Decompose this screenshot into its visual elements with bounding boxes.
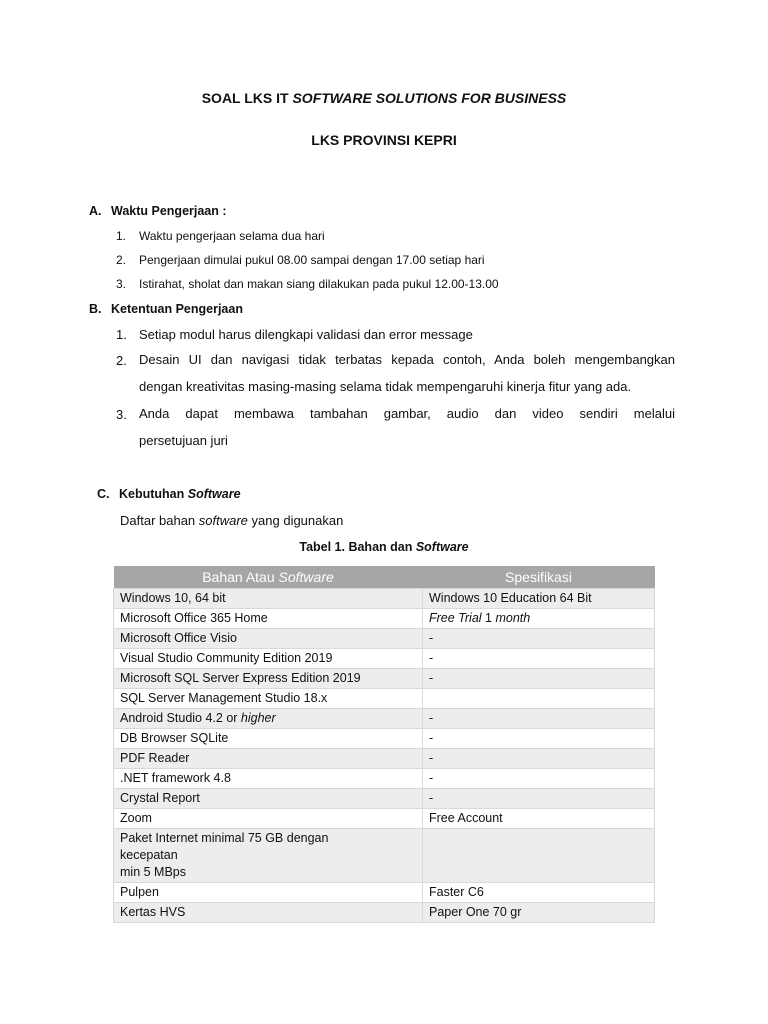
table-row: Visual Studio Community Edition 2019 - (114, 649, 655, 669)
table-row: Kertas HVS Paper One 70 gr (114, 903, 655, 923)
document-subtitle: LKS PROVINSI KEPRI (311, 132, 457, 148)
document-title: SOAL LKS IT SOFTWARE SOLUTIONS FOR BUSINESS (201, 90, 567, 106)
table-row: Crystal Report - (114, 789, 655, 809)
software-table (113, 566, 655, 923)
table-header-row (114, 566, 655, 589)
table-row: .NET framework 4.8 - (114, 769, 655, 789)
column-header-item: Bahan Atau Software (114, 566, 423, 589)
table-row: Zoom Free Account (114, 809, 655, 829)
table-row: PDF Reader - (114, 749, 655, 769)
table-row: Pulpen Faster C6 (114, 883, 655, 903)
section-a-heading: A. Waktu Pengerjaan : (89, 204, 227, 218)
table-caption: Tabel 1. Bahan dan Software (299, 540, 469, 554)
section-a-item: 2. Pengerjaan dimulai pukul 08.00 sampai dengan 17.00 setiap hari (116, 253, 485, 267)
table-row: Microsoft Office 365 Home Free Trial 1 month (114, 609, 655, 629)
table-row: Paket Internet minimal 75 GB dengan kecepatan min 5 MBps (114, 829, 655, 883)
table-row: Android Studio 4.2 or higher - (114, 709, 655, 729)
section-b-item: 1. Setiap modul harus dilengkapi validasi dan error message (116, 327, 473, 342)
section-b-heading: B. Ketentuan Pengerjaan (89, 302, 243, 316)
section-a-item: 1. Waktu pengerjaan selama dua hari (116, 229, 325, 243)
table-row: Microsoft Office Visio - (114, 629, 655, 649)
table-row: SQL Server Management Studio 18.x (114, 689, 655, 709)
table-row: DB Browser SQLite - (114, 729, 655, 749)
section-c-description: Daftar bahan software yang digunakan (120, 513, 344, 528)
section-a-item: 3. Istirahat, sholat dan makan siang dilakukan pada pukul 12.00-13.00 (116, 277, 499, 291)
column-header-spec: Spesifikasi (423, 566, 655, 589)
section-c-heading: C. Kebutuhan Software (97, 487, 241, 501)
table-row: Windows 10, 64 bit Windows 10 Education 64 Bit (114, 589, 655, 609)
table-row: Microsoft SQL Server Express Edition 2019 - (114, 669, 655, 689)
